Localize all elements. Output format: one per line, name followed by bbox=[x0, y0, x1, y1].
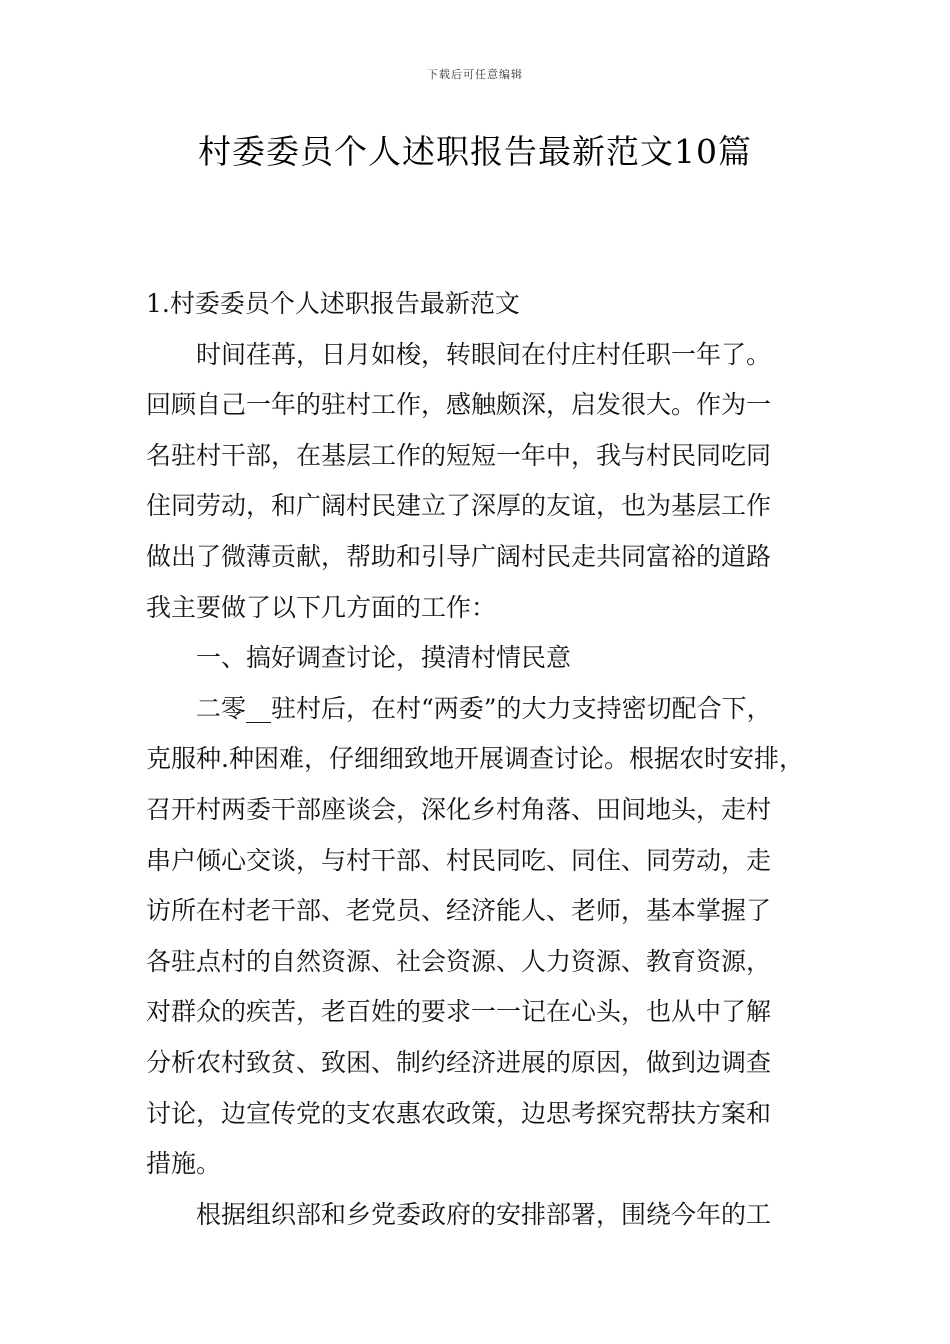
paragraph-line: 做出了微薄贡献，帮助和引导广阔村民走共同富裕的道路 bbox=[146, 541, 772, 571]
paragraph-line: 各驻点村的自然资源、社会资源、人力资源、教育资源， bbox=[146, 946, 772, 976]
paragraph-line: 访所在村老干部、老党员、经济能人、老师，基本掌握了 bbox=[146, 896, 772, 926]
paragraph-line: 时间荏苒，日月如梭，转眼间在付庄村任职一年了。 bbox=[196, 339, 772, 369]
header-note: 下载后可任意编辑 bbox=[427, 68, 523, 81]
paragraph-line: 我主要做了以下几方面的工作： bbox=[146, 592, 497, 622]
paragraph-line: 措施。 bbox=[146, 1149, 222, 1179]
paragraph-line: 根据组织部和乡党委政府的安排部署，围绕今年的工 bbox=[196, 1199, 772, 1229]
section-heading: 1.村委委员个人述职报告最新范文 bbox=[146, 289, 520, 318]
paragraph-line: 克服种.种困难，仔细细致地开展调查讨论。根据农时安排， bbox=[146, 744, 804, 774]
document-body bbox=[146, 279, 814, 1240]
paragraph-line: 分析农村致贫、致困、制约经济进展的原因，做到边调查 bbox=[146, 1047, 772, 1077]
document-title: 村委委员个人述职报告最新范文10篇 bbox=[198, 132, 752, 171]
paragraph-line: 讨论，边宣传党的支农惠农政策，边思考探究帮扶方案和 bbox=[146, 1098, 772, 1128]
paragraph-line: 召开村两委干部座谈会，深化乡村角落、田间地头，走村 bbox=[146, 794, 772, 824]
paragraph-line: 住同劳动，和广阔村民建立了深厚的友谊，也为基层工作 bbox=[146, 491, 772, 521]
paragraph-line: 名驻村干部，在基层工作的短短一年中，我与村民同吃同 bbox=[146, 440, 772, 470]
paragraph-line: 对群众的疾苦，老百姓的要求一一记在心头，也从中了解 bbox=[146, 997, 772, 1027]
subsection-heading: 一、搞好调查讨论，摸清村情民意 bbox=[196, 643, 572, 673]
paragraph-line: 二零__驻村后，在村“两委”的大力支持密切配合下， bbox=[196, 693, 772, 723]
paragraph-line: 串户倾心交谈，与村干部、村民同吃、同住、同劳动，走 bbox=[146, 845, 772, 875]
paragraph-line: 回顾自己一年的驻村工作，感触颇深，启发很大。作为一 bbox=[146, 390, 772, 420]
